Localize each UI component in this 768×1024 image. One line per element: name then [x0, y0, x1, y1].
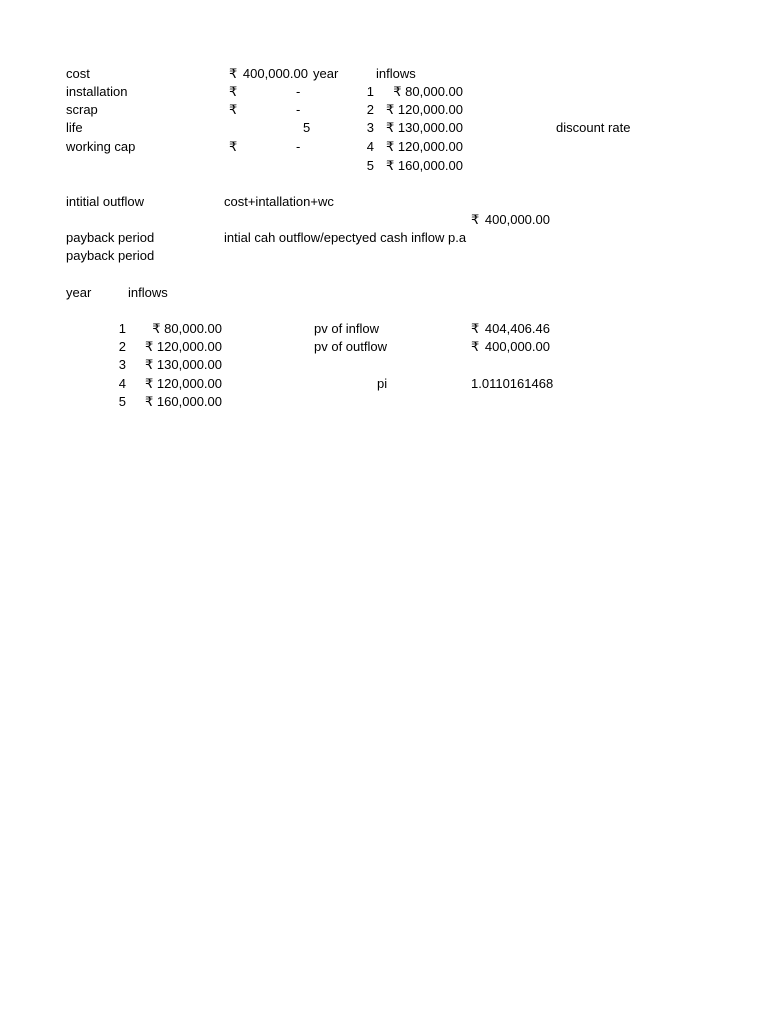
- year-header-2: year: [66, 285, 92, 300]
- inflow-cell: ₹ 80,000.00: [393, 84, 463, 99]
- initial-outflow-formula: cost+intallation+wc: [224, 194, 334, 209]
- initial-outflow-value: 400,000.00: [484, 212, 550, 227]
- year-cell: 5: [366, 158, 374, 173]
- inflow-cell: ₹ 120,000.00: [145, 376, 222, 391]
- year-cell: 3: [118, 357, 126, 372]
- pv-inflow-currency: ₹: [471, 321, 480, 336]
- year-cell: 4: [118, 376, 126, 391]
- life-value: 5: [303, 120, 311, 135]
- pv-outflow-value: 400,000.00: [484, 339, 550, 354]
- year-cell: 1: [118, 321, 126, 336]
- inflow-cell: ₹ 80,000.00: [152, 321, 222, 336]
- installation-value: -: [296, 84, 301, 99]
- inflow-cell: ₹ 160,000.00: [145, 394, 222, 409]
- year-cell: 3: [366, 120, 374, 135]
- inflow-cell: ₹ 130,000.00: [145, 357, 222, 372]
- pi-label: pi: [377, 376, 388, 391]
- scrap-currency: ₹: [229, 102, 238, 117]
- year-cell: 4: [366, 139, 374, 154]
- cost-value: 400,000.00: [242, 66, 308, 81]
- inflows-header: inflows: [376, 66, 416, 81]
- installation-label: installation: [66, 84, 128, 99]
- pv-outflow-currency: ₹: [471, 339, 480, 354]
- inflow-cell: ₹ 120,000.00: [386, 139, 463, 154]
- initial-outflow-currency: ₹: [471, 212, 480, 227]
- working-cap-label: working cap: [66, 139, 136, 154]
- year-cell: 5: [118, 394, 126, 409]
- payback-period-formula: intial cah outflow/epectyed cash inflow p.a: [224, 230, 467, 245]
- inflow-cell: ₹ 130,000.00: [386, 120, 463, 135]
- inflow-cell: ₹ 120,000.00: [386, 102, 463, 117]
- scrap-label: scrap: [66, 102, 98, 117]
- year-cell: 2: [366, 102, 374, 117]
- payback-period-label-2: payback period: [66, 248, 155, 263]
- year-cell: 1: [366, 84, 374, 99]
- inflow-cell: ₹ 160,000.00: [386, 158, 463, 173]
- pv-inflow-value: 404,406.46: [484, 321, 550, 336]
- inflows-header-2: inflows: [128, 285, 168, 300]
- cost-label: cost: [66, 66, 90, 81]
- cost-currency: ₹: [229, 66, 238, 81]
- working-cap-currency: ₹: [229, 139, 238, 154]
- life-label: life: [66, 120, 83, 135]
- working-cap-value: -: [296, 139, 301, 154]
- installation-currency: ₹: [229, 84, 238, 99]
- pv-outflow-label: pv of outflow: [314, 339, 387, 354]
- discount-rate-label: discount rate: [556, 120, 631, 135]
- initial-outflow-label: intitial outflow: [66, 194, 145, 209]
- payback-period-label: payback period: [66, 230, 155, 245]
- year-cell: 2: [118, 339, 126, 354]
- pi-value: 1.0110161468: [471, 376, 554, 391]
- scrap-value: -: [296, 102, 301, 117]
- year-header: year: [313, 66, 339, 81]
- pv-inflow-label: pv of inflow: [314, 321, 380, 336]
- inflow-cell: ₹ 120,000.00: [145, 339, 222, 354]
